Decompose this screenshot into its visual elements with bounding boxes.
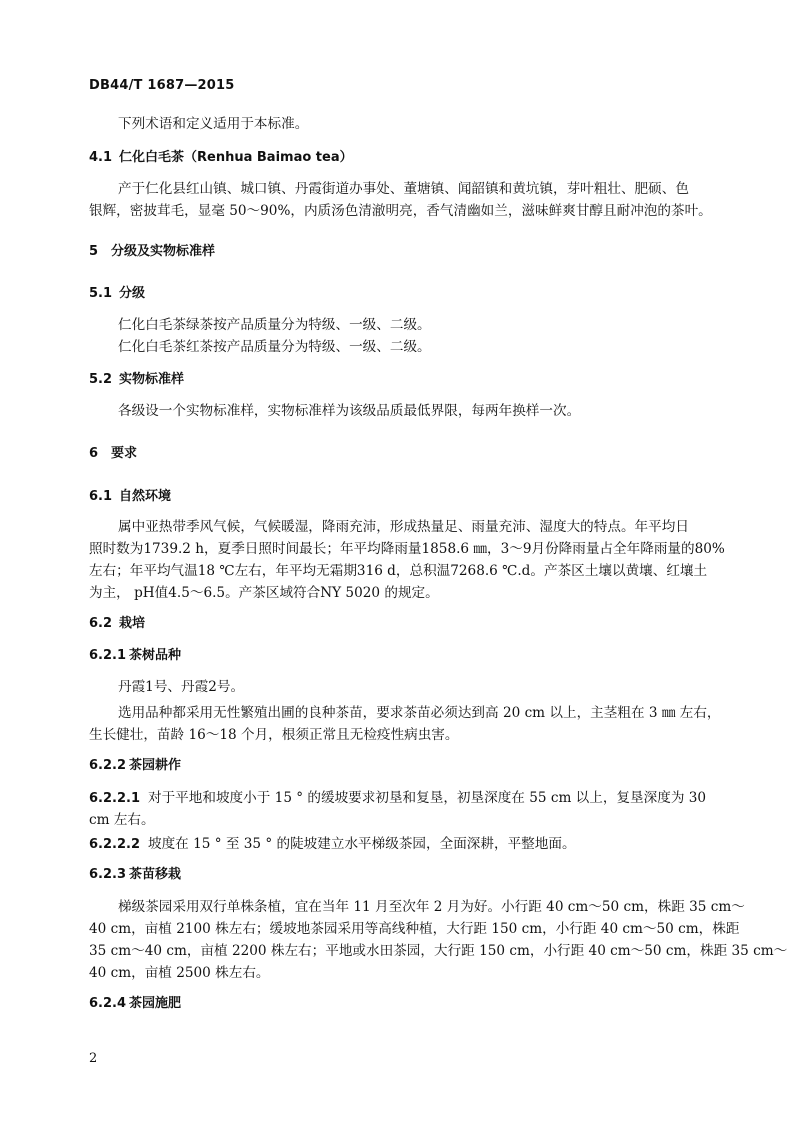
section-number: 6.2.1 (89, 648, 127, 663)
section-number: 6.2.3 (89, 867, 127, 882)
section-number: 6.1 (89, 489, 113, 504)
section-heading-6-2-3 (89, 867, 181, 883)
section-heading-6-2-1 (89, 648, 181, 664)
paragraph-line: 选用品种都采用无性繁殖出圃的良种茶苗，要求茶苗必须达到高 20 cm 以上，主茎粗在 3 ㎜ 左右， (118, 705, 721, 721)
paragraph-line: 银辉，密披茸毛，显毫 50～90%，内质汤色清澈明亮，香气清幽如兰，滋味鲜爽甘醇且耐冲泡的茶叶。 (89, 203, 712, 219)
section-title: 实物标准样 (119, 372, 185, 387)
clause-number: 6.2.2.2 (89, 837, 140, 852)
page-number: 2 (89, 1051, 98, 1066)
section-title: 茶树品种 (129, 648, 182, 663)
intro-paragraph: 下列术语和定义适用于本标准。 (118, 116, 309, 132)
section-heading-6-2 (89, 616, 145, 632)
paragraph-line: 梯级茶园采用双行单株条植，宜在当年 11 月至次年 2 月为好。小行距 40 cm～50 cm，株距 35 cm～ (118, 899, 745, 915)
section-title: 栽培 (119, 616, 146, 631)
section-heading-5-1 (89, 286, 145, 302)
section-number: 6.2.4 (89, 996, 127, 1011)
section-title: 茶园耕作 (129, 758, 182, 773)
section-number: 6.2.2 (89, 758, 127, 773)
section-number: 5.2 (89, 372, 113, 387)
section-title: 要求 (111, 446, 138, 461)
section-heading-6-1 (89, 489, 171, 505)
section-number: 5 (89, 244, 99, 259)
paragraph-line: 仁化白毛茶绿茶按产品质量分为特级、一级、二级。 (118, 317, 431, 333)
section-number: 6.2 (89, 616, 113, 631)
paragraph-line: 40 cm，亩植 2100 株左右；缓坡地茶园采用等高线种植，大行距 150 cm，小行距 40 cm～50 cm，株距 (89, 921, 740, 937)
paragraph-line: 各级设一个实物标准样，实物标准样为该级品质最低界限，每两年换样一次。 (118, 403, 581, 419)
section-title: 分级及实物标准样 (111, 244, 216, 259)
paragraph-line: 左右；年平均气温18 ℃左右，年平均无霜期316 d，总积温7268.6 ℃.d。产茶区土壤以黄壤、红壤土 (89, 563, 708, 579)
clause-6-2-2-2 (89, 836, 576, 853)
paragraph-line: 生长健壮，苗龄 16～18 个月，根须正常且无检疫性病虫害。 (89, 727, 459, 743)
paragraph-line: 为主， pH值4.5～6.5。产茶区域符合NY 5020 的规定。 (89, 585, 439, 601)
section-heading-6-2-2 (89, 758, 181, 774)
clause-number: 6.2.2.1 (89, 791, 140, 806)
section-title: 自然环境 (119, 489, 172, 504)
section-title: 分级 (119, 286, 146, 301)
section-number: 4.1 (89, 150, 113, 165)
paragraph-line: 产于仁化县红山镇、城口镇、丹霞街道办事处、董塘镇、闻韶镇和黄坑镇，芽叶粗壮、肥硕、色 (118, 181, 689, 197)
paragraph-line: 40 cm，亩植 2500 株左右。 (89, 965, 270, 981)
section-heading-6 (89, 446, 137, 462)
section-heading-4-1 (89, 150, 353, 166)
paragraph-line: 35 cm～40 cm，亩植 2200 株左右；平地或水田茶园，大行距 150 cm，小行距 40 cm～50 cm，株距 35 cm～ (89, 943, 788, 959)
section-title: 仁化白毛茶（Renhua Baimao tea） (119, 150, 353, 165)
section-title: 茶园施肥 (129, 996, 182, 1011)
paragraph-line: 仁化白毛茶红茶按产品质量分为特级、一级、二级。 (118, 339, 431, 355)
section-number: 5.1 (89, 286, 113, 301)
clause-6-2-2-1 (89, 790, 706, 807)
section-heading-5 (89, 244, 215, 260)
clause-text: 坡度在 15 ° 至 35 ° 的陡坡建立水平梯级茶园，全面深耕，平整地面。 (148, 836, 576, 852)
section-heading-5-2 (89, 372, 184, 388)
section-title: 茶苗移栽 (129, 867, 182, 882)
paragraph-line: 丹霞1号、丹霞2号。 (118, 679, 245, 695)
clause-text: 对于平地和坡度小于 15 ° 的缓坡要求初垦和复垦，初垦深度在 55 cm 以上，复垦深度为 30 (148, 790, 707, 806)
paragraph-line: 照时数为1739.2 h，夏季日照时间最长；年平均降雨量1858.6 ㎜，3～9月份降雨量占全年降雨量的80% (89, 541, 725, 557)
section-heading-6-2-4 (89, 996, 181, 1012)
document-code-header: DB44/T 1687—2015 (89, 78, 235, 93)
paragraph-line: cm 左右。 (89, 812, 155, 828)
paragraph-line: 属中亚热带季风气候，气候暖湿，降雨充沛，形成热量足、雨量充沛、湿度大的特点。年平均日 (118, 519, 689, 535)
section-number: 6 (89, 446, 99, 461)
